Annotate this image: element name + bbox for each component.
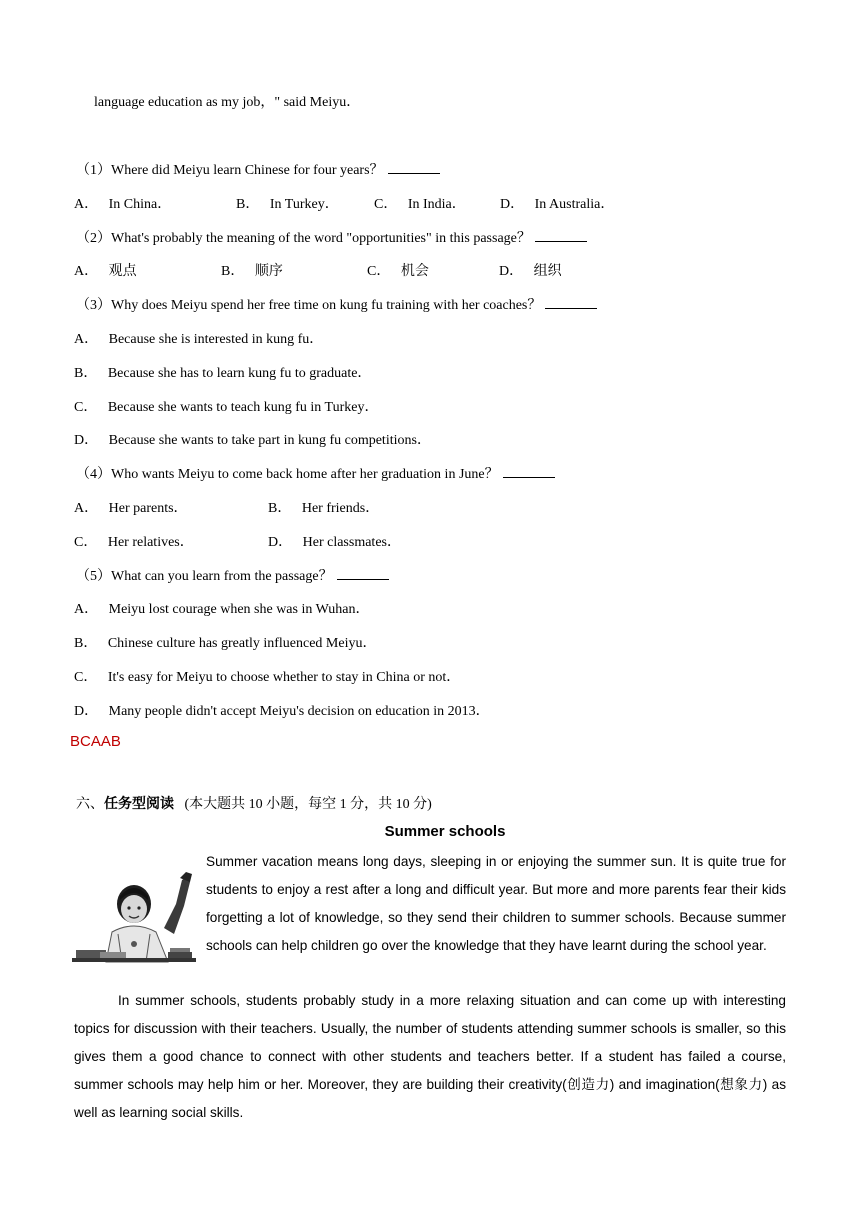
- q3-option-a: A． Because she is interested in kung fu．: [74, 332, 324, 347]
- passage-paragraph-1: Summer vacation means long days, sleeping in or enjoying the summer sun. It is quite true for students to enjoy a rest after a long and difficult year. But more and more parents fear their kids forgetting a lot of knowledge, so they send their children to summer schools. Because summer schools can help children go over the knowledge that they have learnt during the school year.: [206, 854, 786, 953]
- q5-option-d: D． Many people didn't accept Meiyu's decision on education in 2013．: [74, 704, 490, 719]
- q5-option-b: B． Chinese culture has greatly influenced Meiyu．: [74, 636, 377, 651]
- question-2-stem: （2）What's probably the meaning of the word "opportunities" in this passage？: [76, 227, 587, 247]
- section-header: [76, 793, 432, 813]
- q1-option-d: D． In Australia．: [500, 197, 615, 212]
- passage-continuation: language education as my job，" said Meiyu．: [94, 95, 361, 110]
- q4-option-c: C． Her relatives．: [74, 535, 194, 550]
- q1-option-c: C． In India．: [374, 197, 466, 212]
- student-photo: [72, 866, 196, 970]
- q1-option-a: A． In China．: [74, 197, 172, 212]
- question-5-stem: （5）What can you learn from the passage？: [76, 565, 389, 585]
- q5-option-c: C． It's easy for Meiyu to choose whether to stay in China or not．: [74, 670, 461, 685]
- answer-blank: [535, 229, 587, 242]
- section-number: 六、: [76, 797, 104, 812]
- q4-option-b: B． Her friends．: [268, 501, 380, 516]
- q1-option-b: B． In Turkey．: [236, 197, 339, 212]
- question-1-stem: （1）Where did Meiyu learn Chinese for four years？: [76, 159, 440, 179]
- answer-blank: [337, 567, 389, 580]
- answer-blank: [545, 296, 597, 309]
- answer-blank: [503, 465, 555, 478]
- passage-paragraph-2: In summer schools, students probably study in a more relaxing situation and can come up with interesting topics for discussion with their teachers. Usually, the number of students attending summer schools is smaller, so this gives them a good chance to connect with other students and teachers better. If a student has failed a course, summer schools may help him or her. Moreover, they are building their creativity(创造力) and imagination(想象力) as well as learning social skills.: [74, 993, 786, 1120]
- q5-option-a: A． Meiyu lost courage when she was in Wuhan．: [74, 602, 370, 617]
- passage-title: Summer schools: [384, 823, 506, 840]
- answer-key: BCAAB: [70, 733, 121, 750]
- answer-blank: [388, 161, 440, 174]
- section-note: (本大题共 10 小题，每空 1 分，共 10 分): [184, 797, 432, 812]
- q4-option-d: D． Her classmates．: [268, 535, 401, 550]
- q2-option-a: A． 观点: [74, 264, 137, 279]
- q2-option-d: D． 组织: [499, 264, 562, 279]
- section-name: 任务型阅读: [104, 796, 174, 812]
- q3-option-b: B． Because she has to learn kung fu to graduate．: [74, 366, 372, 381]
- q2-option-b: B． 顺序: [221, 264, 283, 279]
- q2-option-c: C． 机会: [367, 264, 429, 279]
- q4-option-a: A． Her parents．: [74, 501, 188, 516]
- q3-option-c: C． Because she wants to teach kung fu in Turkey．: [74, 400, 379, 415]
- question-4-stem: （4）Who wants Meiyu to come back home after her graduation in June？: [76, 463, 555, 483]
- q3-option-d: D． Because she wants to take part in kung fu competitions．: [74, 433, 431, 448]
- question-3-stem: （3）Why does Meiyu spend her free time on kung fu training with her coaches？: [76, 294, 597, 314]
